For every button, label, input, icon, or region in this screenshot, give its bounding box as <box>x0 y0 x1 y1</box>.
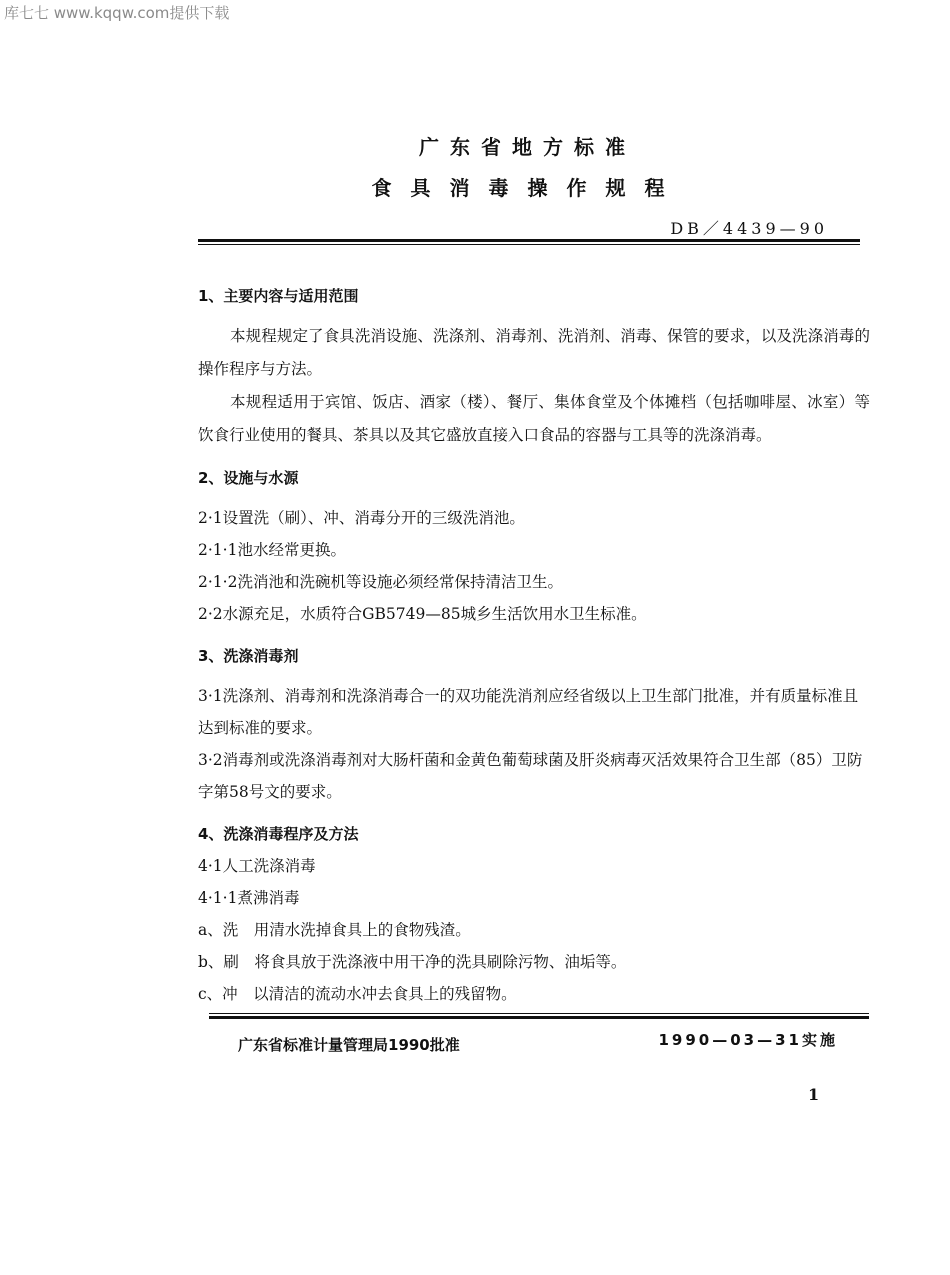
footer-divider <box>209 1013 869 1019</box>
issuing-authority: 广东省标准计量管理局1990批准 <box>238 1036 460 1054</box>
effective-date: 1990—03—31实施 <box>658 1031 838 1049</box>
section-heading: 1、主要内容与适用范围 <box>198 287 359 305</box>
document-title: 食具消毒操作规程 <box>371 176 684 200</box>
list-item: 2·2水源充足，水质符合GB5749—85城乡生活饮用水卫生标准。 <box>198 605 647 623</box>
list-item: 4·1人工洗涤消毒 <box>198 857 316 875</box>
list-item: a、洗 用清水洗掉食具上的食物残渣。 <box>198 921 471 939</box>
standard-category-title: 广东省地方标准 <box>419 135 636 159</box>
list-item: 2·1·1池水经常更换。 <box>198 541 346 559</box>
watermark: 库七七 www.kqqw.com提供下载 <box>4 4 230 22</box>
header-divider <box>198 239 860 245</box>
paragraph: 本规程规定了食具洗消设施、洗涤剂、消毒剂、洗消剂、消毒、保管的要求，以及洗涤消毒的操作程序与方法。 <box>198 327 870 378</box>
section-facilities <box>198 462 870 630</box>
document-body <box>198 280 870 1010</box>
section-heading: 4、洗涤消毒程序及方法 <box>198 825 359 843</box>
list-item: c、冲 以清洁的流动水冲去食具上的残留物。 <box>198 985 517 1003</box>
page-number: 1 <box>808 1085 820 1104</box>
standard-code: DB／4439—90 <box>670 219 828 238</box>
list-item: b、刷 将食具放于洗涤液中用干净的洗具刷除污物、油垢等。 <box>198 953 627 971</box>
list-item: 3·1洗涤剂、消毒剂和洗涤消毒合一的双功能洗消剂应经省级以上卫生部门批准，并有质量标准且达到标准的要求。 <box>198 687 859 737</box>
list-item: 4·1·1煮沸消毒 <box>198 889 300 907</box>
section-heading: 2、设施与水源 <box>198 469 299 487</box>
section-procedures <box>198 818 870 1010</box>
section-detergents <box>198 640 870 808</box>
list-item: 2·1设置洗（刷）、冲、消毒分开的三级洗消池。 <box>198 509 525 527</box>
list-item: 3·2消毒剂或洗涤消毒剂对大肠杆菌和金黄色葡萄球菌及肝炎病毒灭活效果符合卫生部（85）卫防字第58号文的要求。 <box>198 751 863 801</box>
section-heading: 3、洗涤消毒剂 <box>198 647 299 665</box>
paragraph: 本规程适用于宾馆、饭店、酒家（楼）、餐厅、集体食堂及个体摊档（包括咖啡屋、冰室）等饮食行业使用的餐具、茶具以及其它盛放直接入口食品的容器与工具等的洗涤消毒。 <box>198 393 870 444</box>
section-scope <box>198 280 870 452</box>
list-item: 2·1·2洗消池和洗碗机等设施必须经常保持清洁卫生。 <box>198 573 563 591</box>
